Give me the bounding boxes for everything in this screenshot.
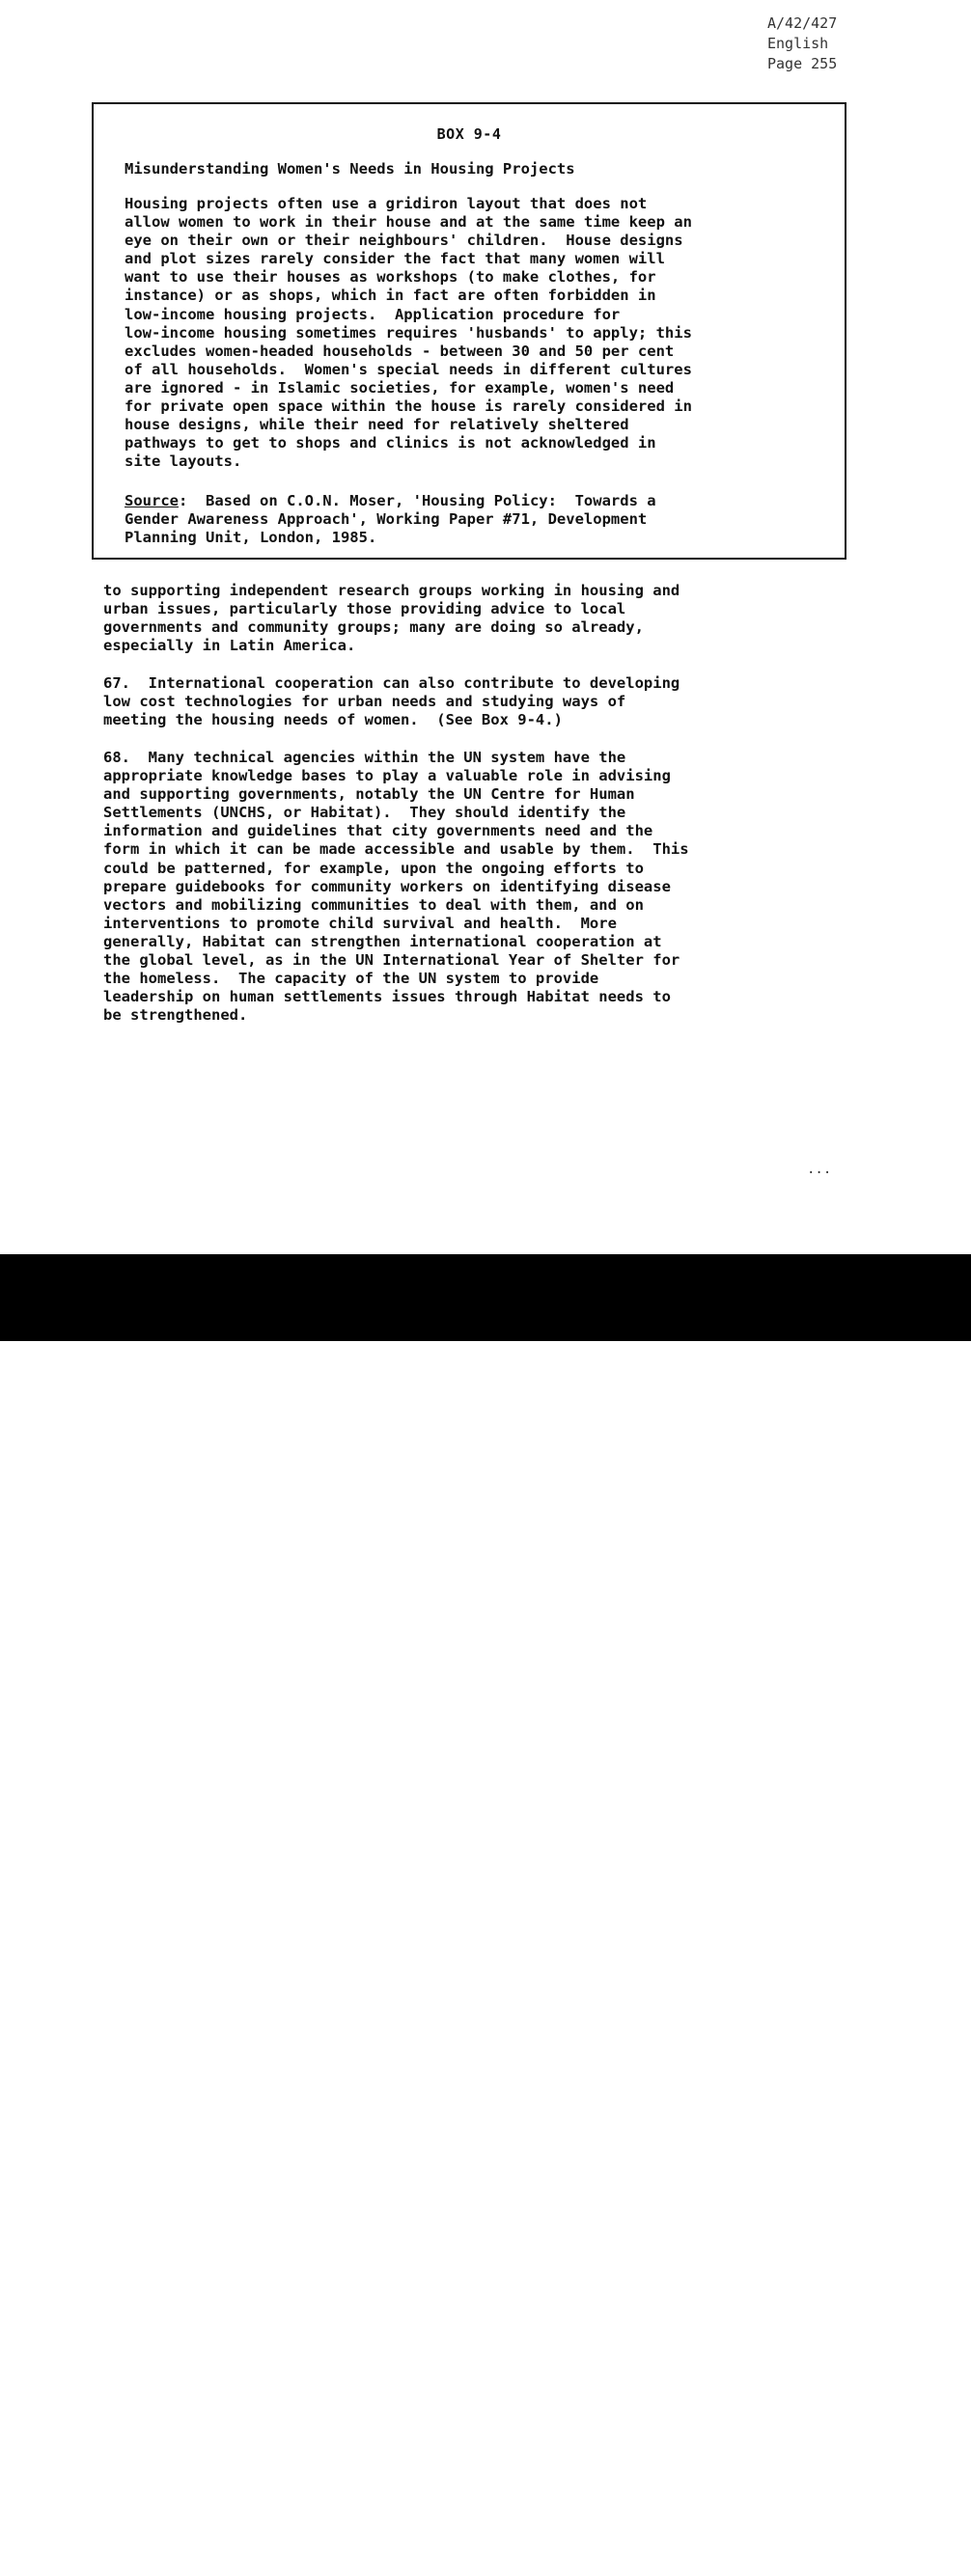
box-title: BOX 9-4 xyxy=(436,125,502,143)
paragraph-continuation: to supporting independent research groups working in housing and urban issues, particularly those providing advice to local governments and community groups; many are doing so already, especially in Latin America. xyxy=(103,582,680,655)
document-page xyxy=(0,0,971,1254)
paragraph-68: 68. Many technical agencies within the UN system have the appropriate knowledge bases to play a valuable role in advising and supporting governments, notably the UN Centre for Human Settlements (UNCHS, or Habitat). They should identify the information and guidelines that city governments need and the form in which it can be made accessible and usable by them. This could be patterned, for example, upon the ongoing efforts to prepare guidebooks for community workers on identifying disease vectors and mobilizing communities to deal with them, and on interventions to promote child survival and health. More generally, Habitat can strengthen international cooperation at the global level, as in the UN International Year of Shelter for the homeless. The capacity of the UN system to provide leadership on human settlements issues through Habitat needs to be strengthened. xyxy=(103,749,689,1025)
watermark-logo: alamy xyxy=(19,2536,137,2576)
continued-marker: ... xyxy=(807,1162,832,1177)
box-body: Housing projects often use a gridiron layout that does not allow women to work in their house and at the same time keep an eye on their own or their neighbours' children. House designs and plot sizes rarely consider the fact that many women will want to use their houses as workshops (to make clothes, for instance) or as shops, which in fact are often forbidden in low-income housing projects. Application procedure for low-income housing sometimes requires 'husbands' to apply; this excludes women-headed households - between 30 and 50 per cent of all households. Women's special needs in different cultures are ignored - in Islamic societies, for example, women's need for private open space within the house is rarely considered in house designs, while their need for relatively sheltered pathways to get to shops and clinics is not acknowledged in site layouts. xyxy=(125,195,692,471)
paragraph-67: 67. International cooperation can also contribute to developing low cost technologies for urban needs and studying ways of meeting the housing needs of women. (See Box 9-4.) xyxy=(103,674,680,729)
source-text: : Based on C.O.N. Moser, 'Housing Policy: Towards a Gender Awareness Approach', Working Paper #71, Development Planning Unit, London, 1985. xyxy=(125,492,656,547)
box-heading: Misunderstanding Women's Needs in Housing Projects xyxy=(125,160,575,178)
stock-id: P2D4RC xyxy=(886,2547,948,2565)
document-header: A/42/427 English Page 255 xyxy=(767,14,838,72)
box-source xyxy=(125,492,656,547)
box-9-4 xyxy=(92,102,846,560)
source-label: Source xyxy=(125,492,179,509)
watermark-bar xyxy=(0,1254,971,2576)
